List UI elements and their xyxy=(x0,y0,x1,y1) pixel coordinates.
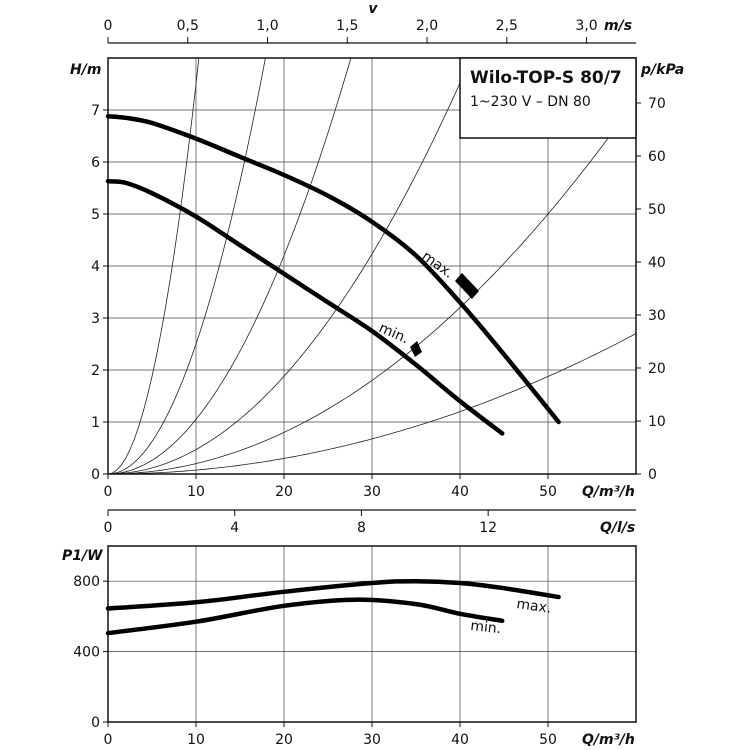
x-tick-label: 50 xyxy=(539,484,557,500)
power-x-tick-label: 0 xyxy=(103,732,113,748)
power-min-label: min. xyxy=(469,618,502,638)
velocity-tick-label: 1,5 xyxy=(336,18,359,34)
power-x-tick-label: 50 xyxy=(539,732,557,748)
power-x-tick-label: 30 xyxy=(363,732,381,748)
y-tick-label: 4 xyxy=(91,259,100,275)
y2-tick-label: 30 xyxy=(648,307,666,324)
y-tick-label: 0 xyxy=(91,467,100,483)
velocity-tick-label: 0,5 xyxy=(176,18,199,34)
series-min-line xyxy=(108,181,502,433)
y2-axis-label: p/kPa xyxy=(641,62,685,78)
power-plot xyxy=(62,546,636,748)
series-max-marker xyxy=(455,273,479,299)
y2-tick-label: 70 xyxy=(648,95,666,112)
y-tick-label: 2 xyxy=(91,363,100,379)
velocity-axis-label: v xyxy=(368,1,378,17)
y-tick-label: 6 xyxy=(91,155,100,171)
flow-ls-tick-label: 4 xyxy=(230,520,240,536)
y-tick-label: 5 xyxy=(91,207,100,223)
y2-tick-label: 0 xyxy=(648,467,657,483)
power-x-axis-label: Q/m³/h xyxy=(582,732,635,748)
x-tick-label: 0 xyxy=(103,484,113,500)
x-axis-label: Q/m³/h xyxy=(582,484,635,500)
power-x-tick-label: 10 xyxy=(187,732,205,748)
velocity-tick-label: 2,0 xyxy=(415,18,439,34)
power-y-axis-label: P1/W xyxy=(62,548,103,564)
title-box xyxy=(460,58,636,138)
velocity-tick-label: 1,0 xyxy=(256,18,279,34)
y2-tick-label: 60 xyxy=(648,148,666,165)
velocity-tick-label: 2,5 xyxy=(495,18,518,34)
flow-ls-tick-label: 12 xyxy=(479,520,498,536)
series-min-label: min. xyxy=(376,320,412,348)
x-tick-label: 40 xyxy=(451,484,469,500)
series-max-label: max. xyxy=(418,248,457,282)
y-tick-label: 1 xyxy=(91,415,100,431)
flow-ls-axis-label: Q/l/s xyxy=(600,520,636,536)
power-x-tick-label: 20 xyxy=(275,732,293,748)
velocity-unit-label: m/s xyxy=(604,18,633,34)
power-x-tick-label: 40 xyxy=(451,732,469,748)
flow-ls-tick-label: 0 xyxy=(103,520,113,536)
x-tick-label: 20 xyxy=(275,484,293,500)
chart-title: Wilo-TOP-S 80/7 xyxy=(470,68,622,88)
x-tick-label: 30 xyxy=(363,484,381,500)
y-axis-label: H/m xyxy=(70,62,102,78)
y2-tick-label: 20 xyxy=(648,360,666,377)
y-tick-label: 3 xyxy=(91,311,100,327)
y2-tick-label: 10 xyxy=(648,413,666,430)
power-max-line xyxy=(108,581,559,608)
velocity-tick-label: 3,0 xyxy=(575,18,598,34)
chart-subtitle: 1~230 V – DN 80 xyxy=(470,94,591,110)
power-max-label: max. xyxy=(515,596,553,617)
velocity-tick-label: 0 xyxy=(103,18,113,34)
flow-ls-tick-label: 8 xyxy=(356,520,366,536)
y2-tick-label: 40 xyxy=(648,254,666,271)
power-y-tick-label: 800 xyxy=(73,574,100,591)
power-y-tick-label: 0 xyxy=(91,715,100,731)
x-tick-label: 10 xyxy=(187,484,205,500)
power-y-tick-label: 400 xyxy=(73,644,100,661)
y-tick-label: 7 xyxy=(91,103,100,119)
y2-tick-label: 50 xyxy=(648,201,666,218)
